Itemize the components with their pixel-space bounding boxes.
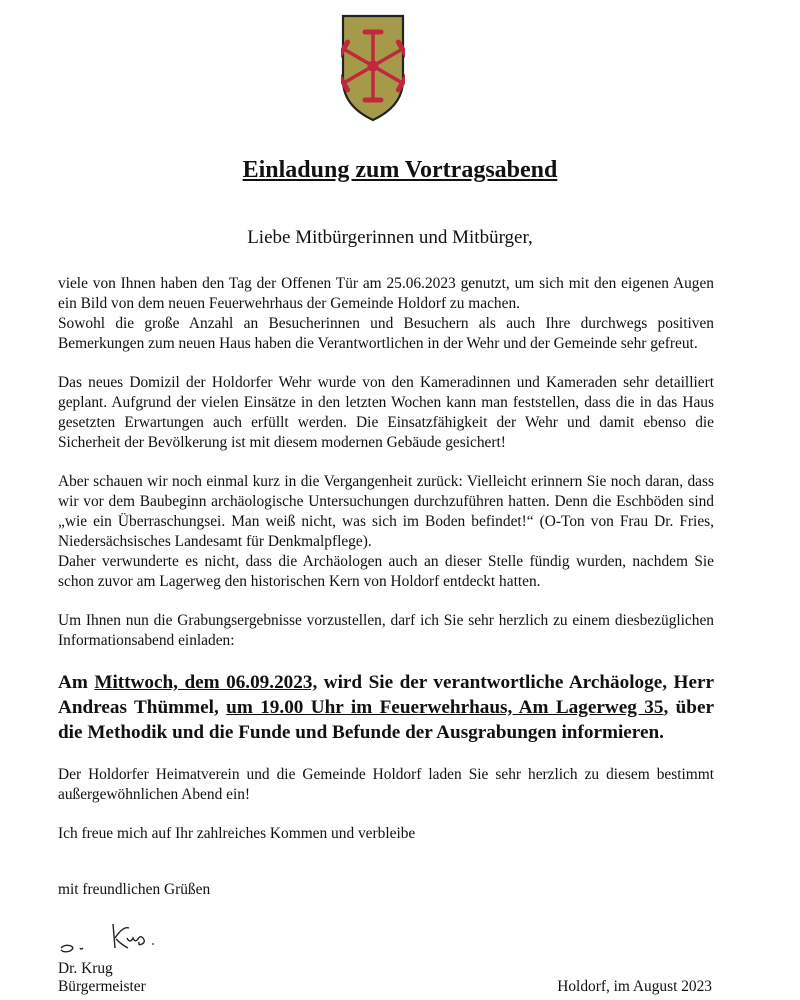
paragraph-text: Aber schauen wir noch einmal kurz in die Vergangenheit zurück: Vielleicht erinnern Sie noch daran, dass wir vor dem Baubeginn archäologische Untersuchungen durchzuführen hatten. Denn die Eschböden sind „wie ein Überraschungsei. Man weiß nicht, was sich im Boden befindet!“ (O-Ton von Frau Dr. Fries, Niedersächsisches Landesamt für Denkmalpflege).	[58, 473, 714, 550]
letter-body	[58, 274, 714, 919]
handwritten-signature	[55, 918, 165, 958]
letter-title: Einladung zum Vortragsabend	[242, 157, 558, 183]
paragraph: Um Ihnen nun die Grabungsergebnisse vorzustellen, darf ich Sie sehr herzlich zu einem diesbezüglichen Informationsabend einladen:	[58, 612, 714, 649]
event-text: , über die Methodik und die Funde und Befunde der Ausgrabungen informieren.	[58, 697, 715, 743]
event-time-location: um 19.00 Uhr im Feuerwehrhaus, Am Lagerweg 35	[226, 697, 664, 718]
coat-of-arms-icon	[341, 14, 405, 124]
signer-title: Bürgermeister	[58, 978, 146, 995]
event-announcement	[58, 670, 714, 745]
paragraph-text: viele von Ihnen haben den Tag der Offenen Tür am 25.06.2023 genutzt, um sich mit den eigenen Augen ein Bild von dem neuen Feuerwehrhaus der Gemeinde Holdorf zu machen.	[58, 275, 714, 312]
paragraph	[58, 472, 714, 592]
paragraph-text: Daher verwunderte es nicht, dass die Archäologen auch an dieser Stelle fündig wurden, nachdem Sie schon zuvor am Lagerweg den historischen Kern von Holdorf entdeckt hatten.	[58, 553, 714, 590]
signer-name: Dr. Krug	[58, 960, 113, 977]
paragraph-text: Sowohl die große Anzahl an Besucherinnen und Besuchern als auch Ihre durchwegs positiven Bemerkungen zum neuen Haus haben die Verantwortlichen in der Wehr und der Gemeinde sehr gefreut.	[58, 315, 714, 352]
place-date: Holdorf, im August 2023	[557, 978, 712, 995]
salutation: Liebe Mitbürgerinnen und Mitbürger,	[247, 227, 533, 248]
paragraph: Der Holdorfer Heimatverein und die Gemeinde Holdorf laden Sie sehr herzlich zu diesem bestimmt außergewöhnlichen Abend ein!	[58, 766, 714, 803]
closing: mit freundlichen Grüßen	[58, 881, 211, 898]
paragraph	[58, 274, 714, 354]
paragraph: Das neues Domizil der Holdorfer Wehr wurde von den Kameradinnen und Kameraden sehr detailliert geplant. Aufgrund der vielen Einsätze in den letzten Wochen kann man feststellen, dass die in das Haus gesetzten Erwartungen auch erfüllt werden. Die Einsatzfähigkeit der Wehr und damit ebenso die Sicherheit der Bevölkerung ist mit diesem modernen Gebäude gesichert!	[58, 374, 714, 451]
event-text: wird Sie der verantwortliche Archäologe, Herr Andreas Thümmel,	[58, 672, 715, 718]
paragraph: Ich freue mich auf Ihr zahlreiches Kommen und verbleibe	[58, 825, 416, 842]
event-date: Mittwoch, dem 06.09.2023,	[94, 672, 318, 693]
event-text: Am	[58, 672, 95, 693]
